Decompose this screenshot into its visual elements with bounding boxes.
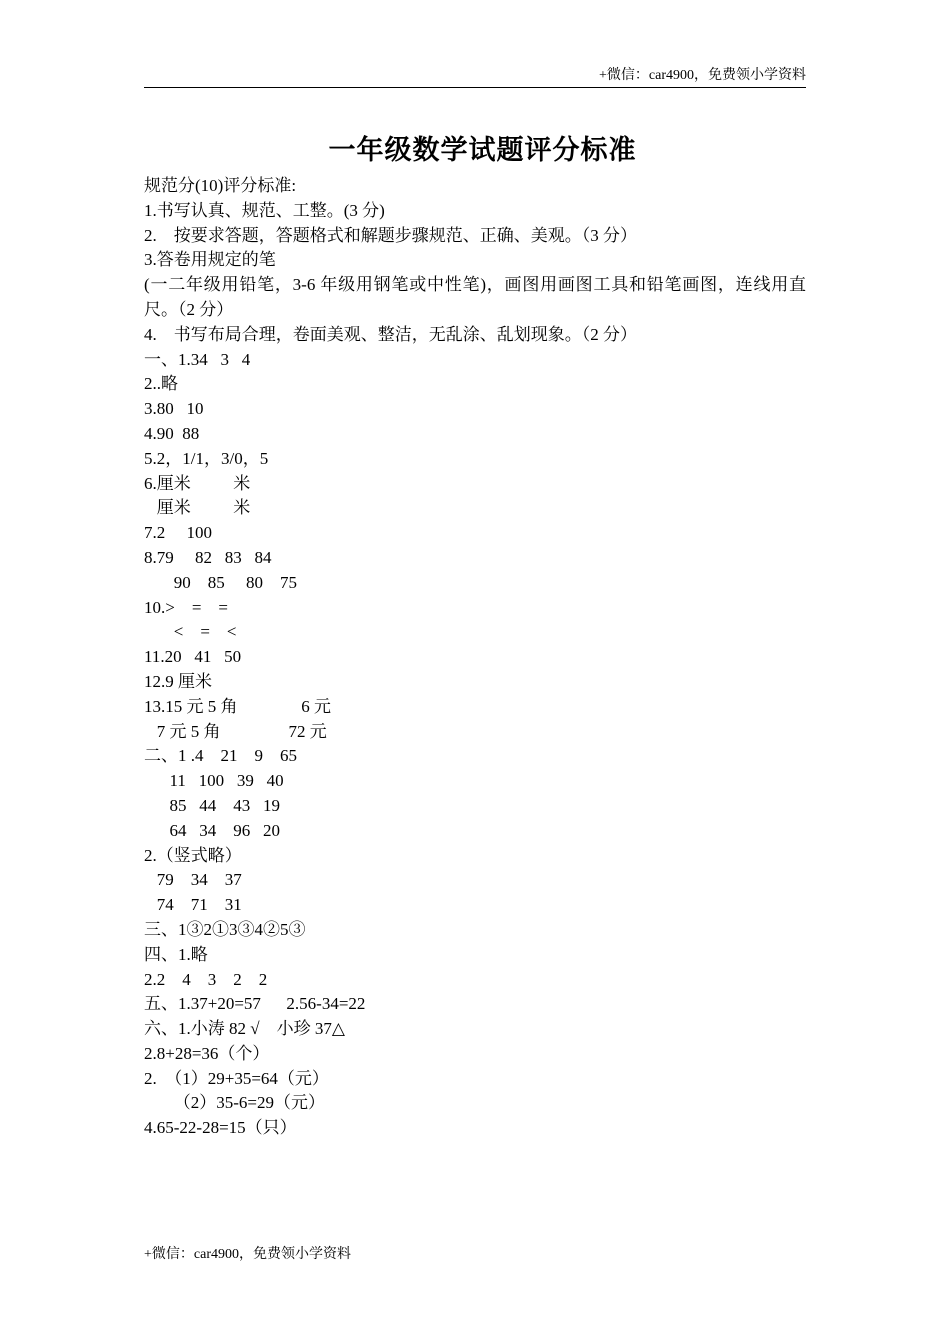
- text-line: 2. （1）29+35=64（元）: [144, 1068, 329, 1088]
- text-line: 6.厘米 米: [144, 473, 251, 493]
- text-line: 3.80 10: [144, 399, 204, 419]
- text-line: 85 44 43 19: [144, 795, 280, 815]
- text-line: < = <: [144, 622, 237, 642]
- text-line: 4.65-22-28=15（只）: [144, 1118, 297, 1138]
- text-line: 六、1.小涛 82 √ 小珍 37△: [144, 1019, 345, 1039]
- page-title: 一年级数学试题评分标准: [328, 135, 637, 166]
- text-line: 二、1 .4 21 9 65: [144, 746, 297, 766]
- text-line: 12.9 厘米: [144, 671, 212, 691]
- text-line: 64 34 96 20: [144, 820, 280, 840]
- text-line: 13.15 元 5 角 6 元: [144, 696, 331, 716]
- answer-body: [144, 174, 806, 1141]
- header-rule: [144, 87, 806, 88]
- header-note: +微信：car4900，免费领小学资料: [599, 68, 806, 83]
- text-line: 4. 书写布局合理，卷面美观、整洁，无乱涂、乱划现象。（2 分）: [144, 324, 637, 344]
- text-line: 74 71 31: [144, 895, 242, 915]
- footer-note: +微信：car4900，免费领小学资料: [144, 1247, 351, 1262]
- text-line: 2. 按要求答题，答题格式和解题步骤规范、正确、美观。（3 分）: [144, 225, 637, 245]
- text-line: （2）35-6=29（元）: [144, 1093, 325, 1113]
- text-line: 90 85 80 75: [144, 572, 297, 592]
- text-line: 7 元 5 角 72 元: [144, 721, 327, 741]
- text-line: 四、1.略: [144, 944, 208, 964]
- text-line: 10.> = =: [144, 597, 229, 617]
- text-line: 2.8+28=36（个）: [144, 1043, 270, 1063]
- text-line: 3.答卷用规定的笔: [144, 250, 276, 270]
- text-line: 11.20 41 50: [144, 647, 242, 667]
- text-line: 三、1③2①3③4②5③: [144, 919, 306, 939]
- text-line: 一、1.34 3 4: [144, 349, 251, 369]
- text-line: (一二年级用铅笔，3-6 年级用钢笔或中性笔)，画图用画图工具和铅笔画图，连线用直尺。（2 分）: [144, 275, 806, 319]
- text-line: 规范分(10)评分标准:: [144, 176, 297, 195]
- text-line: 4.90 88: [144, 423, 200, 443]
- text-line: 79 34 37: [144, 870, 242, 890]
- text-line: 五、1.37+20=57 2.56-34=22: [144, 994, 366, 1014]
- text-line: 2.2 4 3 2 2: [144, 969, 268, 989]
- text-line: 厘米 米: [144, 498, 251, 518]
- text-line: 2..略: [144, 374, 178, 394]
- text-line: 1.书写认真、规范、工整。(3 分): [144, 200, 385, 220]
- text-line: 8.79 82 83 84: [144, 547, 272, 567]
- text-line: 2.（竖式略）: [144, 845, 242, 865]
- text-line: 11 100 39 40: [144, 771, 284, 791]
- text-line: 7.2 100: [144, 523, 212, 543]
- text-line: 5.2，1/1，3/0，5: [144, 448, 269, 468]
